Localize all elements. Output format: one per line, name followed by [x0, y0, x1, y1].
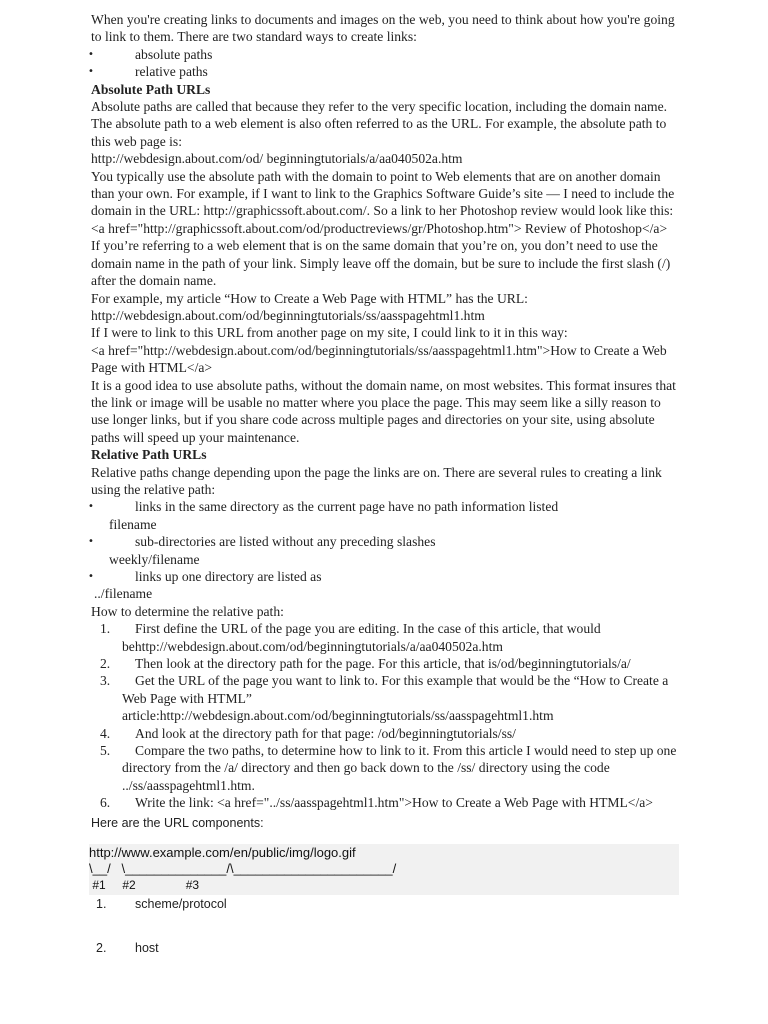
component-text: scheme/protocol — [135, 897, 227, 912]
absolute-p4-url: http://webdesign.about.com/od/beginningtutorials/ss/aasspagehtml1.htm — [91, 307, 485, 323]
rule-text: links in the same directory as the current page have no path information listed — [135, 499, 559, 515]
list-item — [91, 568, 681, 603]
relative-rules-list — [91, 498, 681, 602]
step-text: Then look at the directory path for the page. For this article, that is/od/beginningtutorials/a/ — [135, 656, 631, 672]
list-item: 2. Then look at the directory path for the page. For this article, that is/od/beginningtutorials/a/ — [100, 656, 631, 672]
list-item: • absolute paths — [91, 46, 681, 63]
relative-heading: Relative Path URLs — [91, 447, 207, 463]
absolute-p5-text: If I were to link to this URL from another page on my site, I could link to it in this way: — [91, 325, 568, 341]
list-item: 6. Write the link: <a href="../ss/aasspagehtml1.htm">How to Create a Web Page with HTML</a> — [100, 795, 653, 811]
path-types-list — [91, 46, 681, 81]
absolute-p1-url: http://webdesign.about.com/od/ beginningtutorials/a/aa040502a.htm — [91, 151, 463, 167]
absolute-paragraph-1 — [91, 98, 681, 168]
absolute-p4-text: For example, my article “How to Create a Web Page with HTML” has the URL: — [91, 290, 528, 306]
list-item: 5. Compare the two paths, to determine how to link to it. From this article I would need to step up one directory from the /a/ directory and then go back down to the /ss/ directory using the code ../ss/aasspagehtml1.htm. — [100, 743, 677, 793]
list-item: 2. host — [96, 941, 159, 956]
list-item: • relative paths — [91, 63, 681, 80]
rule-text: sub-directories are listed without any preceding slashes — [135, 534, 436, 550]
rule-example: ../filename — [94, 586, 153, 602]
list-item: 1. scheme/protocol — [96, 897, 227, 912]
absolute-paragraph-5 — [91, 324, 681, 376]
intro-paragraph: When you're creating links to documents and images on the web, you need to think about how you're going to link to them. There are two standard ways to create links: — [91, 12, 675, 45]
list-item: 4. And look at the directory path for that page: /od/beginningtutorials/ss/ — [100, 725, 516, 741]
list-item: 3. Get the URL of the page you want to link to. For this example that would be the “How to Create a Web Page with HTML” article:http://webdesign.about.com/od/beginningtutorials/ss/aasspagehtml1.htm — [100, 673, 669, 724]
rule-example: weekly/filename — [109, 551, 200, 567]
absolute-p2-code: <a href="http://graphicssoft.about.com/od/productreviews/gr/Photoshop.htm"> Review of Photoshop</a> — [91, 220, 668, 236]
absolute-heading: Absolute Path URLs — [91, 81, 211, 97]
list-item — [91, 498, 681, 533]
absolute-paragraph-4 — [91, 290, 681, 325]
url-diagram — [89, 844, 679, 895]
absolute-p2-text: You typically use the absolute path with the domain to point to Web elements that are on another domain than your own. For example, if I want to link to the Graphics Software Guide’s site — I need to include the domain in the URL: http://graphicssoft.about.com/. So a link to her Photoshop review would look like this: — [91, 168, 675, 219]
document-body — [91, 11, 681, 984]
absolute-paragraph-2 — [91, 168, 681, 238]
list-item: 1. First define the URL of the page you are editing. In the case of this article, that would behttp://webdesign.about.com/od/beginningtutorials/a/aa040502a.htm — [100, 621, 601, 654]
absolute-p1-text: Absolute paths are called that because they refer to the very specific location, including the domain name. The absolute path to a web element is also often referred to as the URL. For example, the absolute path to this web page is: — [91, 99, 668, 149]
url-example: http://www.example.com/en/public/img/logo.gif — [89, 845, 356, 861]
url-markers: \__/ \______________/\______________________/ — [89, 861, 397, 877]
step-text: And look at the directory path for that page: /od/beginningtutorials/ss/ — [135, 725, 516, 741]
how-to-heading: How to determine the relative path: — [91, 603, 284, 619]
components-intro: Here are the URL components: — [91, 815, 264, 830]
step-text: Write the link: <a href="../ss/aasspagehtml1.htm">How to Create a Web Page with HTML</a> — [135, 795, 653, 811]
list-item — [91, 533, 681, 568]
step-text: Get the URL of the page you want to link to. For this example that would be the “How to Create a Web Page with HTML” article:http://webdesign.about.com/od/beginningtutorials/ss/aasspagehtml1.htm — [122, 673, 669, 724]
absolute-paragraph-6: It is a good idea to use absolute paths, without the domain name, on most websites. This format insures that the link or image will be usable no matter where you place the page. This may seem like a silly reason to use longer links, but if you share code across multiple pages and directories on your site, using absolute paths will speed up your maintenance. — [91, 377, 676, 445]
rule-example: filename — [109, 516, 157, 532]
component-text: host — [135, 941, 159, 956]
absolute-p5-code: <a href="http://webdesign.about.com/od/beginningtutorials/ss/aasspagehtml1.htm">How to Create a Web Page with HTML</a> — [91, 342, 667, 376]
absolute-paragraph-3: If you’re referring to a web element that is on the same domain that you’re on, you don’t need to use the domain name in the path of your link. Simply leave off the domain, but be sure to include the first slash (/) after the domain name. — [91, 238, 671, 289]
url-indices: #1 #2 #3 — [89, 878, 200, 893]
step-text: First define the URL of the page you are editing. In the case of this article, that would behttp://webdesign.about.com/od/beginningtutorials/a/aa040502a.htm — [122, 621, 601, 654]
step-text: Compare the two paths, to determine how to link to it. From this article I would need to step up one directory from the /a/ directory and then go back down to the /ss/ directory using the code ../ss/aasspagehtml1.htm. — [122, 743, 677, 793]
components-list — [91, 896, 681, 984]
relative-paragraph-1: Relative paths change depending upon the page the links are on. There are several rules to creating a link using the relative path: — [91, 464, 662, 497]
steps-list — [91, 620, 681, 811]
rule-text: links up one directory are listed as — [135, 569, 322, 584]
